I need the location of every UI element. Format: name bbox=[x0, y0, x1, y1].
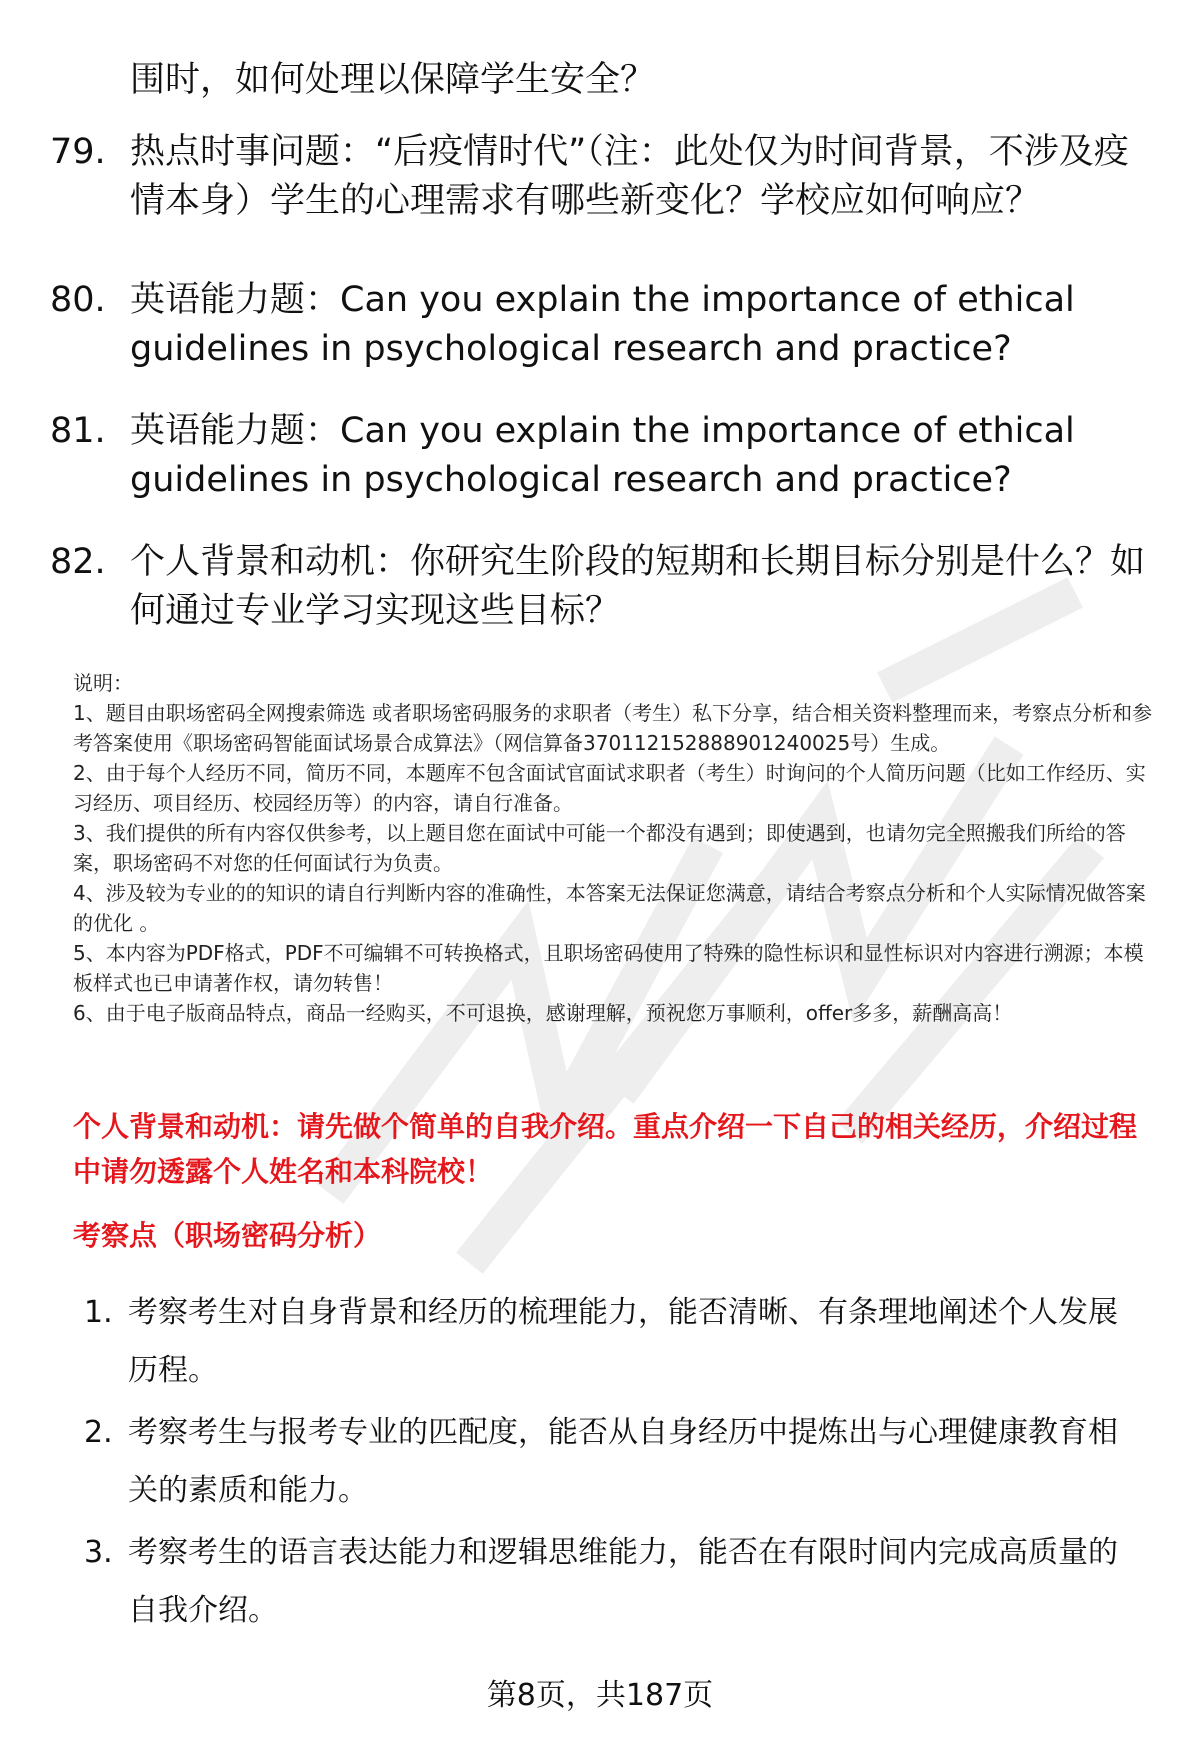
question-number: 81. bbox=[50, 411, 106, 451]
question-number: 80. bbox=[50, 280, 106, 320]
page-number-footer: 第8页，共187页 bbox=[486, 1678, 714, 1713]
note-item: 2、由于每个人经历不同，简历不同，本题库不包含面试官面试求职者（考生）时询问的个人简历问题（比如工作经历、实习经历、项目经历、校园经历等）的内容，请自行准备。 bbox=[73, 761, 1146, 815]
point-number: 1. bbox=[84, 1295, 113, 1330]
note-item: 4、涉及较为专业的的知识的请自行判断内容的准确性，本答案无法保证您满意，请结合考察点分析和个人实际情况做答案的优化 。 bbox=[73, 881, 1146, 935]
disclaimer-notes bbox=[73, 668, 1163, 1028]
point-number: 2. bbox=[84, 1415, 113, 1450]
question-text: 英语能力题：Can you explain the importance of ethical guidelines in psychological research and practice? bbox=[130, 411, 1075, 500]
point-text: 考察考生对自身背景和经历的梳理能力，能否清晰、有条理地阐述个人发展历程。 bbox=[128, 1295, 1118, 1388]
point-number: 3. bbox=[84, 1535, 113, 1570]
notes-title: 说明： bbox=[73, 671, 133, 695]
note-item: 1、题目由职场密码全网搜索筛选 或者职场密码服务的求职者（考生）私下分享，结合相关资料整理而来，考察点分析和参考答案使用《职场密码智能面试场景合成算法》（网信算备370112152888901240025号）生成。 bbox=[73, 701, 1153, 755]
note-item: 6、由于电子版商品特点，商品一经购买，不可退换，感谢理解，预祝您万事顺利，offer多多，薪酬高高！ bbox=[73, 1001, 1013, 1025]
featured-question: 个人背景和动机：请先做个简单的自我介绍。重点介绍一下自己的相关经历，介绍过程中请勿透露个人姓名和本科院校！ bbox=[73, 1110, 1138, 1188]
question-text: 个人背景和动机：你研究生阶段的短期和长期目标分别是什么？如何通过专业学习实现这些目标？ bbox=[130, 542, 1146, 631]
question-number: 82. bbox=[50, 542, 106, 582]
point-text: 考察考生与报考专业的匹配度，能否从自身经历中提炼出与心理健康教育相关的素质和能力。 bbox=[128, 1415, 1118, 1508]
question-number: 79. bbox=[50, 132, 106, 172]
question-text: 围时，如何处理以保障学生安全？ bbox=[130, 60, 656, 100]
question-text: 热点时事问题：“后疫情时代”（注：此处仅为时间背景，不涉及疫情本身）学生的心理需求有哪些新变化？学校应如何响应？ bbox=[130, 132, 1129, 221]
point-text: 考察考生的语言表达能力和逻辑思维能力，能否在有限时间内完成高质量的自我介绍。 bbox=[128, 1535, 1118, 1628]
question-text: 英语能力题：Can you explain the importance of ethical guidelines in psychological research and practice? bbox=[130, 280, 1075, 369]
analysis-heading: 考察点（职场密码分析） bbox=[73, 1219, 382, 1252]
note-item: 3、我们提供的所有内容仅供参考，以上题目您在面试中可能一个都没有遇到；即使遇到，也请勿完全照搬我们所给的答案，职场密码不对您的任何面试行为负责。 bbox=[73, 821, 1126, 875]
note-item: 5、本内容为PDF格式，PDF不可编辑不可转换格式，且职场密码使用了特殊的隐性标识和显性标识对内容进行溯源；本模板样式也已申请著作权，请勿转售！ bbox=[73, 941, 1144, 995]
